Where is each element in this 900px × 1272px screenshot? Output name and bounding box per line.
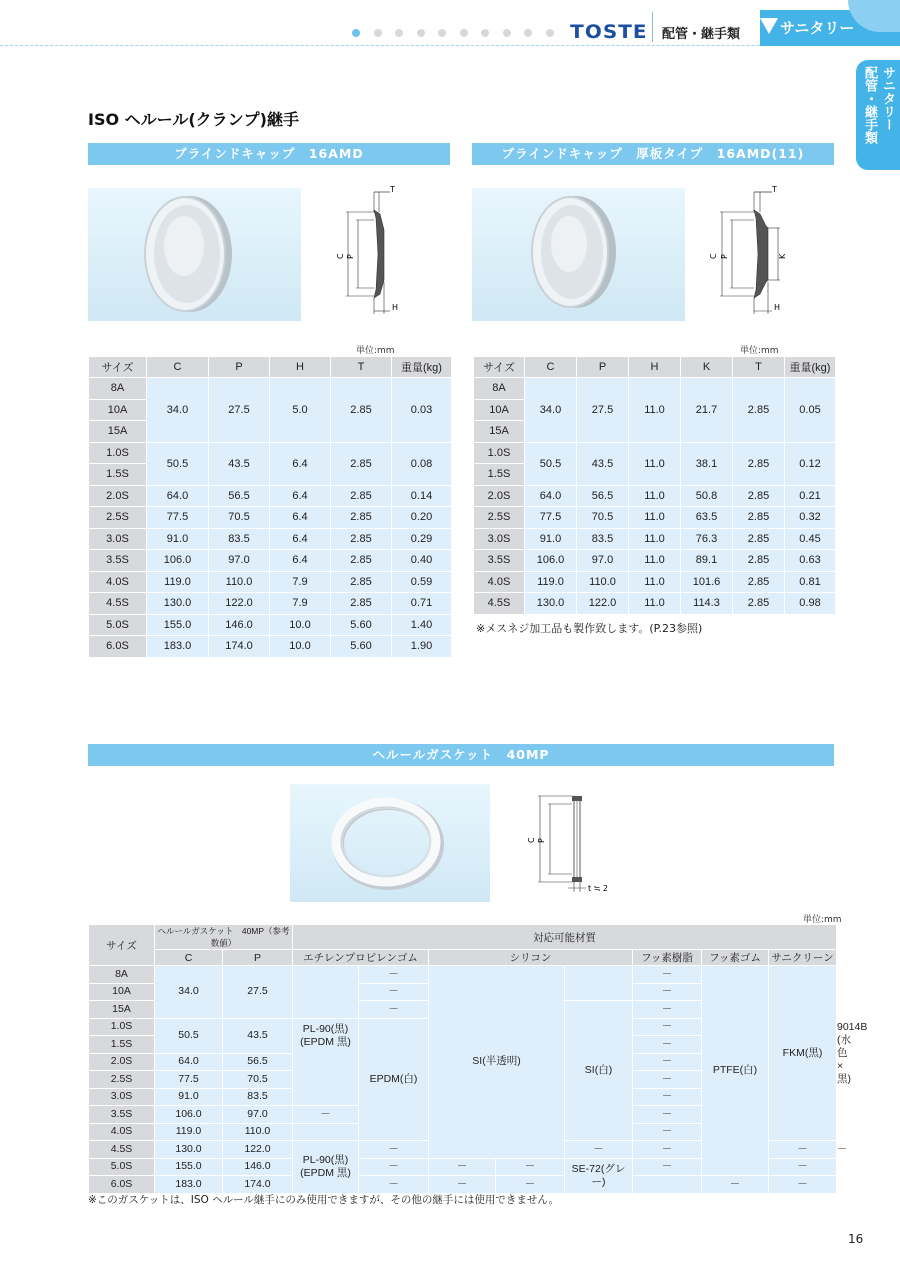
value-cell: 0.98 [785, 593, 836, 615]
value-cell: 34.0 [525, 378, 577, 443]
value-cell: 0.81 [785, 571, 836, 593]
value-cell: 11.0 [629, 507, 681, 529]
value-cell: 10.0 [270, 636, 331, 658]
size-cell: 2.0S [89, 1053, 155, 1071]
value-cell: 97.0 [223, 1106, 293, 1124]
unit-label: 単位:mm [356, 346, 395, 356]
section-title-gasket: ヘルールガスケット 40MP [88, 744, 834, 766]
dash-cell: － [633, 1071, 702, 1089]
value-cell: 110.0 [223, 1123, 293, 1141]
size-cell: 1.0S [89, 1018, 155, 1036]
value-cell: 122.0 [577, 593, 629, 615]
value-cell: 76.3 [681, 528, 733, 550]
gasket-photo-illustration [290, 784, 490, 902]
value-cell: 146.0 [223, 1158, 293, 1176]
material-fkm: FKM(黒) [769, 966, 837, 1141]
table-row [89, 485, 452, 507]
dash-cell: － [633, 1036, 702, 1054]
value-cell: 27.5 [209, 378, 270, 443]
value-cell: 56.5 [209, 485, 270, 507]
value-cell: 0.20 [392, 507, 452, 529]
dash-cell: － [359, 1141, 429, 1159]
page-dot [524, 29, 532, 37]
value-cell: 11.0 [629, 442, 681, 485]
size-cell: 3.5S [89, 550, 147, 572]
note-female-thread: ※メスネジ加工品も製作致します。(P.23参照) [476, 622, 703, 635]
value-cell: 0.21 [785, 485, 836, 507]
value-cell: 5.60 [331, 614, 392, 636]
header-size: サイズ [89, 925, 155, 966]
value-cell: 77.5 [155, 1071, 223, 1089]
header-saniclean: サニクリーン [769, 950, 837, 966]
side-tab-line1: サニタリー [880, 66, 895, 131]
value-cell: 0.63 [785, 550, 836, 572]
size-cell: 3.5S [474, 550, 525, 572]
header-cell: 重量(kg) [392, 357, 452, 378]
value-cell: 77.5 [147, 507, 209, 529]
spec-table-blind-cap [88, 356, 452, 658]
page-number: 16 [848, 1232, 864, 1246]
value-cell: 10.0 [270, 614, 331, 636]
value-cell: 7.9 [270, 593, 331, 615]
value-cell: 6.4 [270, 485, 331, 507]
table-header-row [89, 357, 452, 378]
header-cell: サイズ [89, 357, 147, 378]
value-cell: 0.08 [392, 442, 452, 485]
dash-cell: － [359, 966, 429, 984]
value-cell: 106.0 [155, 1106, 223, 1124]
value-cell: 83.5 [209, 528, 270, 550]
value-cell: 0.40 [392, 550, 452, 572]
table-row [89, 550, 452, 572]
material-se72: SE-72(グレー) [565, 1158, 633, 1193]
material-si-clear: SI(半透明) [429, 966, 565, 1159]
side-index-tab[interactable] [856, 60, 900, 170]
size-cell: 1.5S [474, 464, 525, 486]
table-row [89, 1176, 837, 1194]
size-cell: 4.0S [89, 571, 147, 593]
value-cell: 0.71 [392, 593, 452, 615]
value-cell: 43.5 [209, 442, 270, 485]
value-cell: 70.5 [209, 507, 270, 529]
page-dot [546, 29, 554, 37]
header-cell: T [733, 357, 785, 378]
spec-table-blind-cap-thick [473, 356, 836, 615]
size-cell: 10A [89, 983, 155, 1001]
table-row [474, 442, 836, 464]
dash-cell: － [769, 1158, 837, 1176]
value-cell: 6.4 [270, 442, 331, 485]
value-cell: 2.85 [733, 571, 785, 593]
value-cell: 89.1 [681, 550, 733, 572]
value-cell: 43.5 [577, 442, 629, 485]
value-cell: 1.90 [392, 636, 452, 658]
header-cell: サイズ [474, 357, 525, 378]
size-cell: 15A [474, 421, 525, 443]
diagram-label-t: T [390, 185, 395, 194]
dash-cell: － [429, 1176, 496, 1194]
header-section-tab: サニタリー [760, 10, 900, 46]
value-cell: 2.85 [331, 550, 392, 572]
size-cell: 1.5S [89, 464, 147, 486]
size-cell: 8A [89, 378, 147, 400]
dash-cell: － [293, 1106, 359, 1124]
value-cell: 122.0 [223, 1141, 293, 1159]
dash-cell: － [633, 1141, 702, 1159]
value-cell: 2.85 [331, 571, 392, 593]
size-cell: 4.5S [89, 593, 147, 615]
table-header-row [474, 357, 836, 378]
value-cell: 83.5 [223, 1088, 293, 1106]
value-cell: 0.12 [785, 442, 836, 485]
dash-cell: － [633, 1018, 702, 1036]
dash-cell: － [359, 1158, 429, 1176]
diagram-label-c: C [336, 253, 345, 259]
size-cell: 15A [89, 421, 147, 443]
value-cell: 119.0 [147, 571, 209, 593]
value-cell: 11.0 [629, 571, 681, 593]
unit-label: 単位:mm [740, 346, 779, 356]
dash-cell: － [633, 1001, 702, 1019]
material-pl90: PL-90(黒) (EPDM 黒) [293, 1141, 359, 1194]
table-row [89, 442, 452, 464]
header-gasket-ref: ヘルールガスケット 40MP（参考数値） [155, 925, 293, 950]
value-cell: 122.0 [209, 593, 270, 615]
size-cell: 4.0S [89, 1123, 155, 1141]
header-materials: 対応可能材質 [293, 925, 837, 950]
value-cell: 91.0 [525, 528, 577, 550]
product-photo-blind-cap [88, 188, 301, 321]
value-cell: 2.85 [331, 528, 392, 550]
value-cell: 1.40 [392, 614, 452, 636]
header-category: 配管・継手類 [662, 27, 741, 42]
value-cell: 0.32 [785, 507, 836, 529]
blind-cap-thick-photo-illustration [472, 188, 685, 321]
page-indicator-dots [352, 29, 554, 37]
value-cell: 110.0 [577, 571, 629, 593]
header-cell: H [629, 357, 681, 378]
value-cell: 2.85 [733, 593, 785, 615]
table-row [474, 528, 836, 550]
value-cell: 5.0 [270, 378, 331, 443]
size-cell: 4.5S [474, 593, 525, 615]
value-cell: 130.0 [525, 593, 577, 615]
value-cell: 2.85 [733, 528, 785, 550]
dash-cell: － [565, 1141, 633, 1159]
value-cell: 34.0 [147, 378, 209, 443]
header-cell: P [209, 357, 270, 378]
dash-cell: － [633, 1088, 702, 1106]
side-tab-line2: 配管・継手類 [862, 66, 877, 144]
size-cell: 5.0S [89, 614, 147, 636]
dash-cell: － [633, 1158, 702, 1176]
value-cell: 106.0 [525, 550, 577, 572]
value-cell: 2.85 [733, 485, 785, 507]
diagram-label-t: t ≒ 2 [588, 884, 609, 893]
value-cell: 0.59 [392, 571, 452, 593]
value-cell: 43.5 [223, 1018, 293, 1053]
header-triangle-marker [760, 18, 778, 34]
value-cell: 146.0 [209, 614, 270, 636]
value-cell: 119.0 [525, 571, 577, 593]
material-epdm-white: EPDM(白) [359, 1018, 429, 1141]
product-photo-gasket [290, 784, 490, 902]
material-pl90: PL-90(黒) (EPDM 黒) [293, 1018, 359, 1106]
value-cell: 38.1 [681, 442, 733, 485]
value-cell: 0.05 [785, 378, 836, 443]
material-cell [293, 966, 359, 1019]
table-row [474, 378, 836, 400]
value-cell: 11.0 [629, 550, 681, 572]
spec-table-gasket [88, 924, 868, 1194]
page-dot [417, 29, 425, 37]
value-cell: 70.5 [577, 507, 629, 529]
table-row: 4.5S 130.0 122.0 PL-90(黒) (EPDM 黒) － － － － － [89, 1141, 837, 1159]
material-ptfe: PTFE(白) [702, 966, 769, 1176]
size-cell: 10A [474, 399, 525, 421]
blind-cap-dimension-diagram [330, 180, 410, 320]
size-cell: 8A [89, 966, 155, 984]
size-cell: 2.0S [474, 485, 525, 507]
value-cell: 56.5 [223, 1053, 293, 1071]
diagram-label-p: P [537, 838, 546, 843]
value-cell: 0.03 [392, 378, 452, 443]
size-cell: 2.5S [89, 1071, 155, 1089]
page-dot [374, 29, 382, 37]
dash-cell: － [702, 1176, 769, 1194]
dash-cell: － [359, 1176, 429, 1194]
size-cell: 3.0S [474, 528, 525, 550]
dash-cell: － [359, 1001, 429, 1019]
diagram-label-h: H [774, 303, 781, 312]
dash-cell: － [633, 966, 702, 984]
size-cell: 3.0S [89, 528, 147, 550]
table-row [474, 507, 836, 529]
value-cell: 2.85 [331, 442, 392, 485]
section-title-blind-cap-thick: ブラインドキャップ 厚板タイプ 16AMD(11) [472, 143, 834, 165]
header-epdm: エチレンプロピレンゴム [293, 950, 429, 966]
header-p: P [223, 950, 293, 966]
size-cell: 8A [474, 378, 525, 400]
header-cell: H [270, 357, 331, 378]
unit-label: 単位:mm [803, 915, 842, 925]
dash-cell: － [496, 1176, 565, 1194]
page-dot [395, 29, 403, 37]
diagram-label-p: P [346, 254, 355, 259]
table-row [474, 571, 836, 593]
diagram-label-c: C [527, 837, 536, 843]
value-cell: 2.85 [331, 507, 392, 529]
value-cell: 56.5 [577, 485, 629, 507]
dash-cell: － [633, 1053, 702, 1071]
value-cell: 7.9 [270, 571, 331, 593]
value-cell: 2.85 [331, 485, 392, 507]
table-row [89, 593, 452, 615]
value-cell: 2.85 [733, 550, 785, 572]
size-cell: 6.0S [89, 636, 147, 658]
diagram-label-t: T [772, 185, 777, 194]
value-cell: 70.5 [223, 1071, 293, 1089]
dash-cell: － [633, 983, 702, 1001]
value-cell: 11.0 [629, 378, 681, 443]
size-cell: 15A [89, 1001, 155, 1019]
value-cell: 119.0 [155, 1123, 223, 1141]
size-cell: 6.0S [89, 1176, 155, 1194]
value-cell: 6.4 [270, 507, 331, 529]
table-row: 8A 34.0 27.5 － SI(半透明) － PTFE(白) FKM(黒) 9014B (水色×黒) [89, 966, 837, 984]
value-cell: 2.85 [733, 378, 785, 443]
value-cell: 0.14 [392, 485, 452, 507]
value-cell: 91.0 [155, 1088, 223, 1106]
value-cell: 0.45 [785, 528, 836, 550]
material-si-white: SI(白) [565, 1001, 633, 1141]
value-cell: 34.0 [155, 966, 223, 1019]
value-cell: 183.0 [155, 1176, 223, 1194]
material-cell [633, 1176, 702, 1194]
brand-logo: TOSTE [570, 21, 648, 43]
size-cell: 4.0S [474, 571, 525, 593]
size-cell: 1.0S [89, 442, 147, 464]
value-cell: 64.0 [155, 1053, 223, 1071]
header-fkm: フッ素ゴム [702, 950, 769, 966]
value-cell: 11.0 [629, 485, 681, 507]
dash-cell: － [633, 1123, 702, 1141]
header-cell: P [577, 357, 629, 378]
diagram-label-c: C [709, 253, 718, 259]
value-cell: 27.5 [223, 966, 293, 1019]
value-cell: 114.3 [681, 593, 733, 615]
header-cell: C [525, 357, 577, 378]
value-cell: 130.0 [155, 1141, 223, 1159]
dash-cell: － [496, 1158, 565, 1176]
value-cell: 155.0 [147, 614, 209, 636]
size-cell: 4.5S [89, 1141, 155, 1159]
value-cell: 50.5 [525, 442, 577, 485]
value-cell: 97.0 [577, 550, 629, 572]
table-header-row [89, 925, 837, 950]
diagram-label-k: K [778, 253, 787, 259]
table-header-row [89, 950, 837, 966]
value-cell: 97.0 [209, 550, 270, 572]
table-row [474, 485, 836, 507]
dash-cell: － [429, 1158, 496, 1176]
dash-cell: － [769, 1176, 837, 1194]
value-cell: 11.0 [629, 528, 681, 550]
value-cell: 21.7 [681, 378, 733, 443]
size-cell: 2.5S [89, 507, 147, 529]
table-row [474, 593, 836, 615]
header-cell: 重量(kg) [785, 357, 836, 378]
value-cell: 155.0 [155, 1158, 223, 1176]
value-cell: 110.0 [209, 571, 270, 593]
value-cell: 5.60 [331, 636, 392, 658]
blind-cap-thick-dimension-diagram [708, 180, 798, 320]
value-cell: 2.85 [331, 378, 392, 443]
dash-cell: － [359, 983, 429, 1001]
value-cell: 91.0 [147, 528, 209, 550]
value-cell: 64.0 [525, 485, 577, 507]
header-c: C [155, 950, 223, 966]
size-cell: 5.0S [89, 1158, 155, 1176]
value-cell: 83.5 [577, 528, 629, 550]
value-cell: 174.0 [209, 636, 270, 658]
table-row [89, 507, 452, 529]
product-photo-blind-cap-thick [472, 188, 685, 321]
note-gasket-usage: ※このガスケットは、ISO ヘルール継手にのみ使用できますが、その他の継手には使用できません。 [88, 1194, 560, 1206]
header-ptfe: フッ素樹脂 [633, 950, 702, 966]
table-row [474, 550, 836, 572]
table-row [89, 636, 452, 658]
header-silicone: シリコン [429, 950, 633, 966]
page-dot [438, 29, 446, 37]
value-cell: 130.0 [147, 593, 209, 615]
blind-cap-photo-illustration [88, 188, 301, 321]
page-dot [460, 29, 468, 37]
dash-cell: － [769, 1141, 837, 1159]
material-cell [293, 1123, 359, 1141]
value-cell: 0.29 [392, 528, 452, 550]
dash-cell: － [633, 1106, 702, 1124]
section-title-blind-cap: ブラインドキャップ 16AMD [88, 143, 450, 165]
page-title: ISO ヘルール(クランプ)継手 [88, 110, 299, 129]
gasket-dimension-diagram [520, 784, 630, 902]
size-cell: 3.5S [89, 1106, 155, 1124]
value-cell: 101.6 [681, 571, 733, 593]
size-cell: 1.5S [89, 1036, 155, 1054]
material-si-white [565, 966, 633, 1001]
size-cell: 2.0S [89, 485, 147, 507]
table-row [89, 571, 452, 593]
value-cell: 63.5 [681, 507, 733, 529]
size-cell: 3.0S [89, 1088, 155, 1106]
header-cell: K [681, 357, 733, 378]
value-cell: 50.8 [681, 485, 733, 507]
header-cell: C [147, 357, 209, 378]
table-row [89, 528, 452, 550]
page-dot [503, 29, 511, 37]
value-cell: 77.5 [525, 507, 577, 529]
value-cell: 6.4 [270, 550, 331, 572]
value-cell: 27.5 [577, 378, 629, 443]
diagram-label-p: P [720, 254, 729, 259]
size-cell: 2.5S [474, 507, 525, 529]
value-cell: 174.0 [223, 1176, 293, 1194]
value-cell: 106.0 [147, 550, 209, 572]
diagram-label-h: H [392, 303, 399, 312]
page-dot [481, 29, 489, 37]
value-cell: 183.0 [147, 636, 209, 658]
header-cell: T [331, 357, 392, 378]
value-cell: 2.85 [331, 593, 392, 615]
value-cell: 6.4 [270, 528, 331, 550]
value-cell: 11.0 [629, 593, 681, 615]
size-cell: 1.0S [474, 442, 525, 464]
value-cell: 64.0 [147, 485, 209, 507]
table-row [89, 614, 452, 636]
value-cell: 50.5 [155, 1018, 223, 1053]
value-cell: 2.85 [733, 442, 785, 485]
page-dot [352, 29, 360, 37]
table-row [89, 378, 452, 400]
header-separator [652, 12, 653, 42]
size-cell: 10A [89, 399, 147, 421]
value-cell: 2.85 [733, 507, 785, 529]
value-cell: 50.5 [147, 442, 209, 485]
